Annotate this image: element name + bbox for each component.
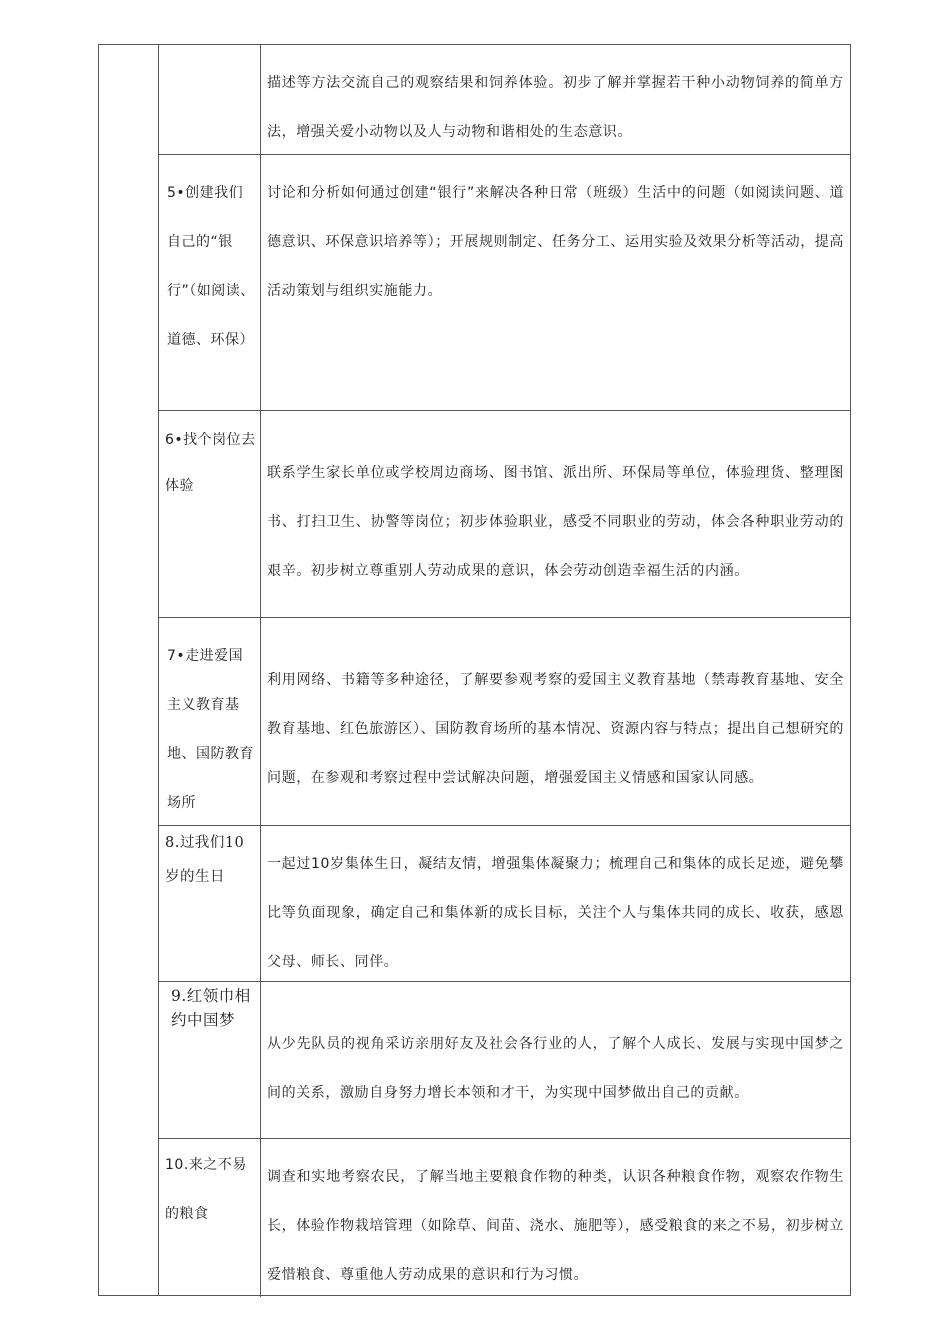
topic-cell: 5•创建我们自己的“银行”（如阅读、道德、环保） xyxy=(159,155,261,410)
description-cell: 讨论和分析如何通过创建“银行”来解决各种日常（班级）生活中的问题（如阅读问题、道德意识、环保意识培养等）；开展规则制定、任务分工、运用实验及效果分析等活动，提高活动策划与组织实施能力。 xyxy=(267,185,844,299)
topic-cell: 10.来之不易的粮食 xyxy=(159,1139,261,1297)
description-cell: 调查和实地考察农民，了解当地主要粮食作物的种类，认识各种粮食作物，观察农作物生长，体验作物栽培管理（如除草、间苗、浇水、施肥等），感受粮食的来之不易，初步树立爱惜粮食、尊重他人劳动成果的意识和行为习惯。 xyxy=(267,1169,844,1283)
topic-cell xyxy=(159,45,261,154)
grade-column xyxy=(99,45,159,1295)
activity-table xyxy=(98,44,851,1296)
table-row xyxy=(159,45,850,155)
topic-cell: 9.红领巾相约中国梦 xyxy=(159,982,261,1138)
table-row xyxy=(159,411,850,618)
description-cell: 从少先队员的视角采访亲朋好友及社会各行业的人，了解个人成长、发展与实现中国梦之间的关系，激励自身努力增长本领和才干，为实现中国梦做出自己的贡献。 xyxy=(267,1036,844,1101)
topic-cell: 8.过我们10岁的生日 xyxy=(159,826,261,981)
description-cell: 一起过10岁集体生日，凝结友情，增强集体凝聚力；梳理自己和集体的成长足迹，避免攀比等负面现象，确定自己和集体新的成长目标，关注个人与集体共同的成长、收获，感恩父母、师长、同伴。 xyxy=(267,856,844,970)
topic-cell: 7•走进爱国主义教育基地、国防教育场所 xyxy=(159,618,261,825)
description-cell: 利用网络、书籍等多种途径，了解要参观考察的爱国主义教育基地（禁毒教育基地、安全教育基地、红色旅游区）、国防教育场所的基本情况、资源内容与特点；提出自己想研究的问题，在参观和考察过程中尝试解决问题，增强爱国主义情感和国家认同感。 xyxy=(267,672,844,786)
description-cell: 描述等方法交流自己的观察结果和饲养体验。初步了解并掌握若干种小动物饲养的简单方法，增强关爱小动物以及人与动物和谐相处的生态意识。 xyxy=(267,75,844,140)
table-row xyxy=(159,155,850,411)
table-row xyxy=(159,618,850,826)
table-row xyxy=(159,1139,850,1297)
table-row xyxy=(159,982,850,1139)
topic-cell: 6•找个岗位去体验 xyxy=(159,411,261,617)
table-row xyxy=(159,826,850,982)
description-cell: 联系学生家长单位或学校周边商场、图书馆、派出所、环保局等单位，体验理货、整理图书、打扫卫生、协警等岗位；初步体验职业，感受不同职业的劳动，体会各种职业劳动的艰辛。初步树立尊重别人劳动成果的意识，体会劳动创造幸福生活的内涵。 xyxy=(267,465,844,579)
